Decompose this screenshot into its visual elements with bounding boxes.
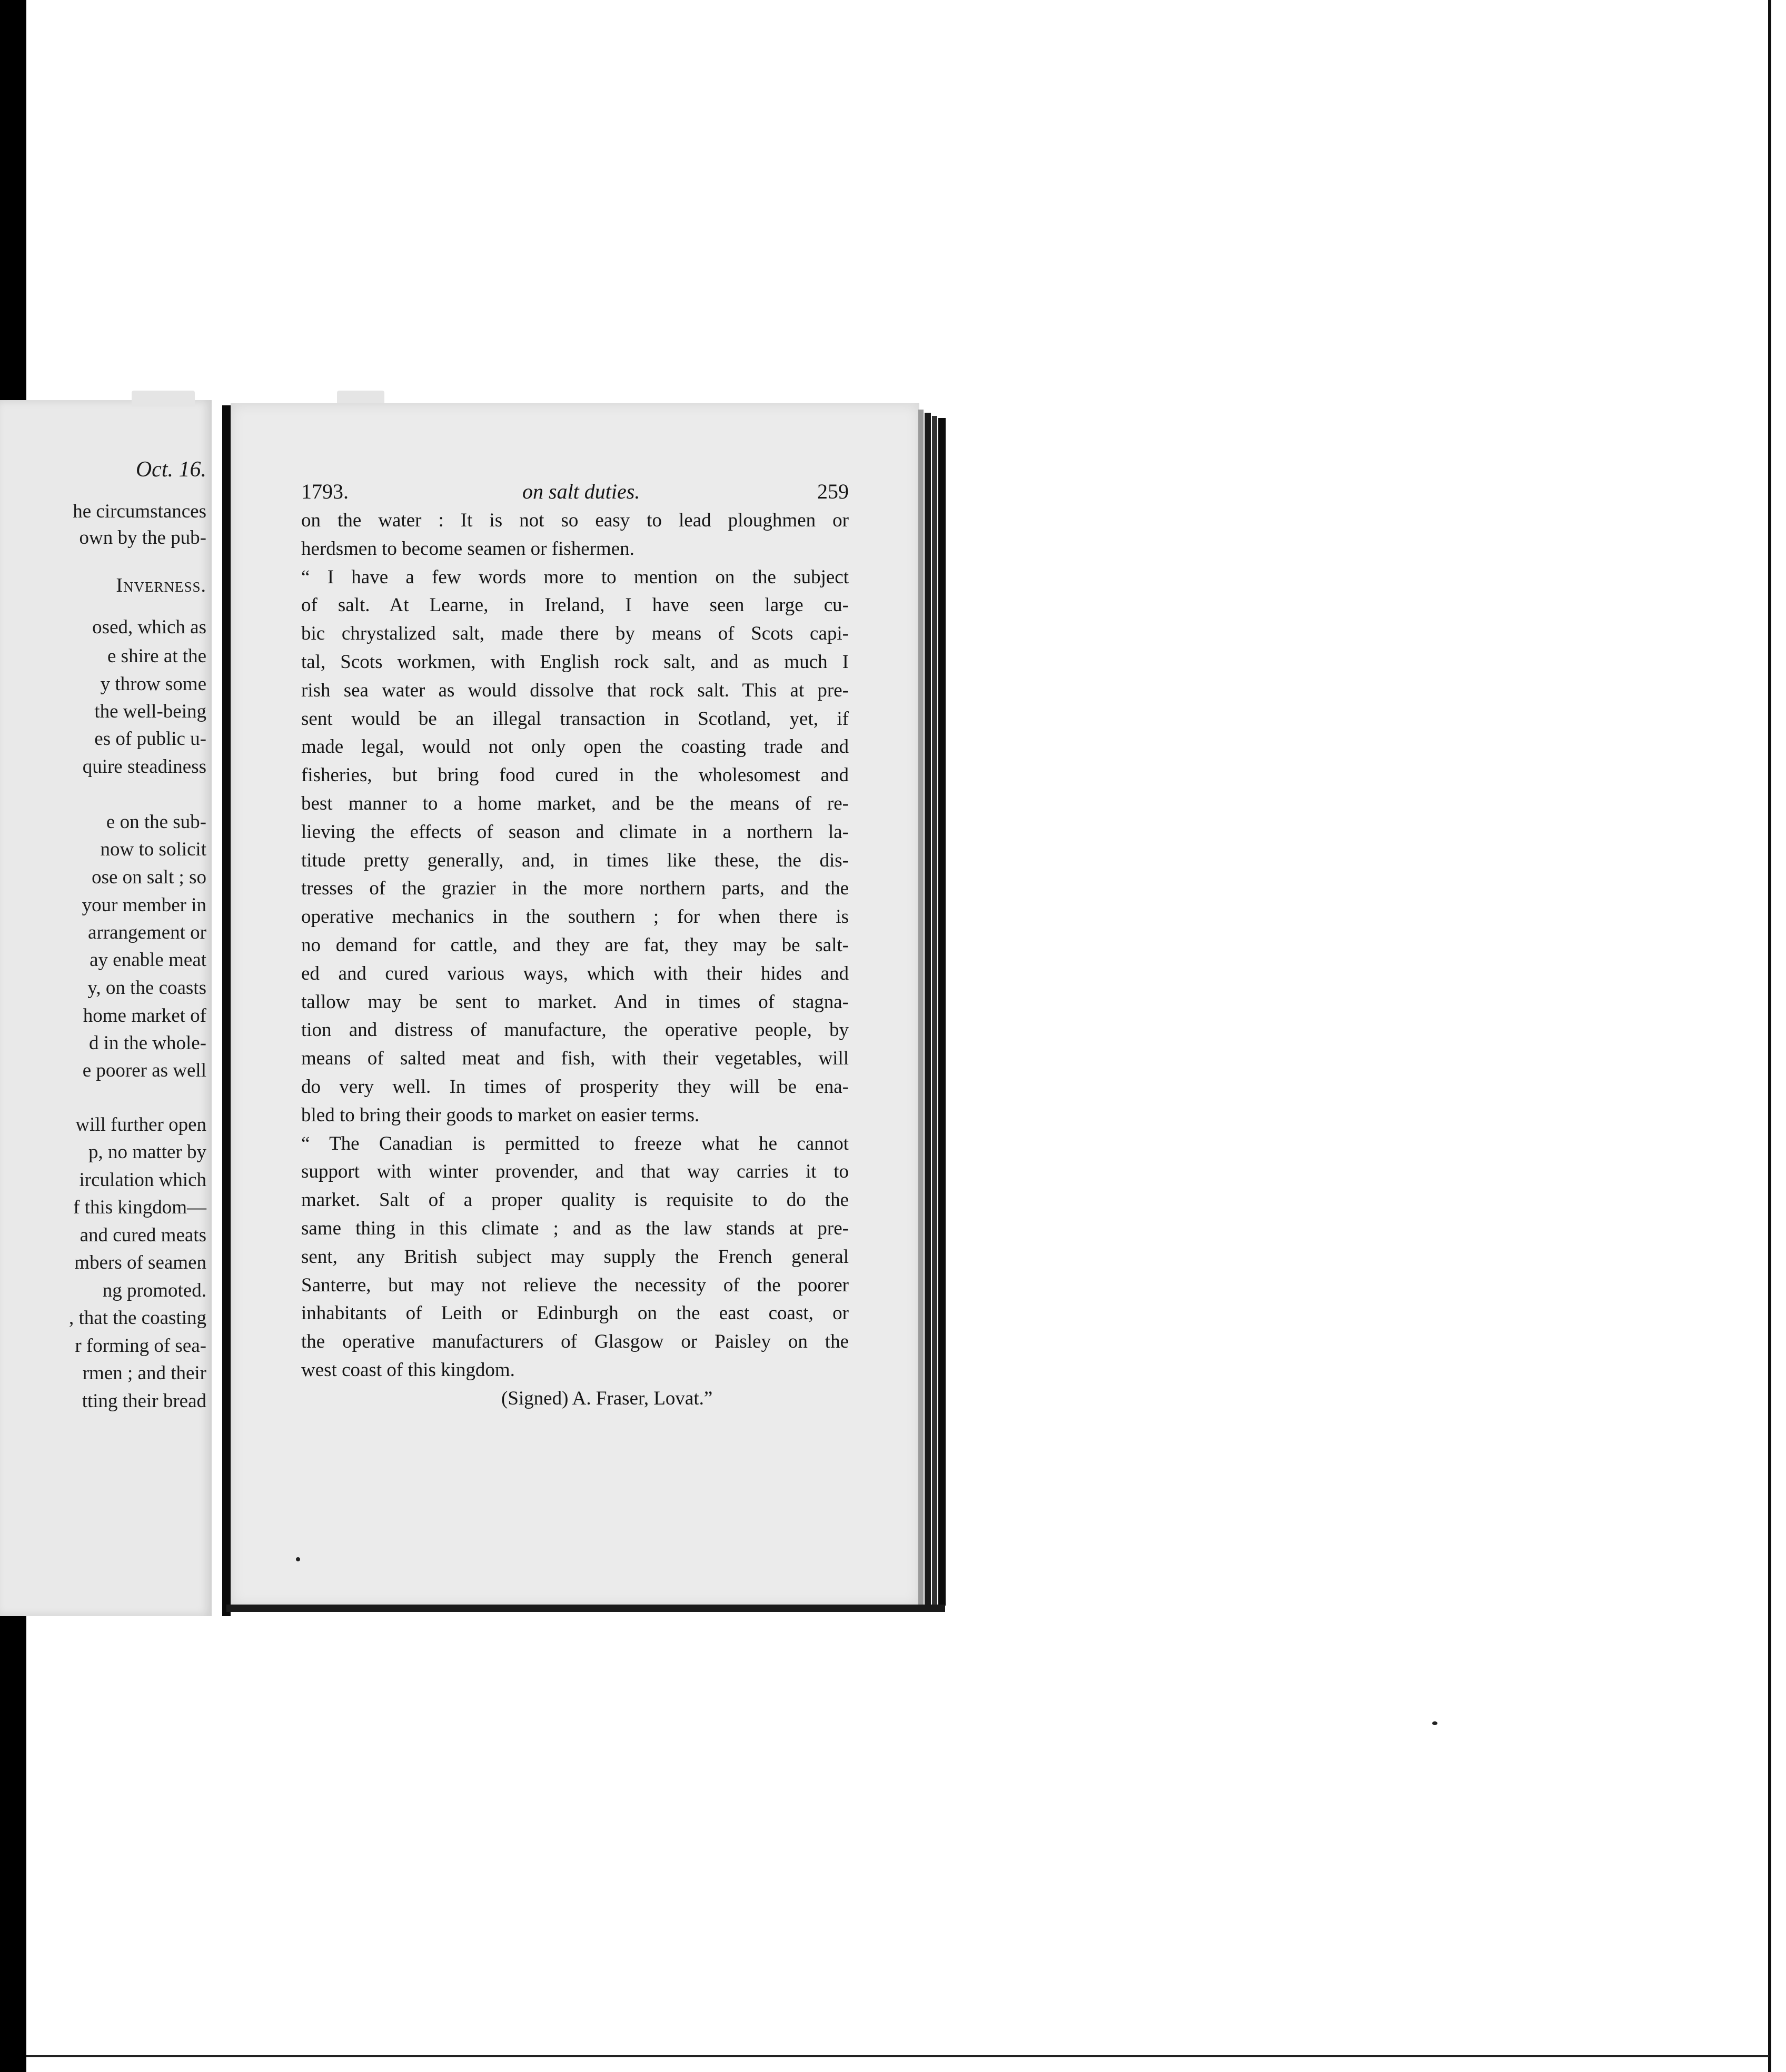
- left-page-line: e shire at the: [107, 645, 206, 667]
- left-page-header: Oct. 16.: [135, 457, 206, 482]
- scan-border-bottom: [26, 2055, 1769, 2057]
- signature: (Signed) A. Fraser, Lovat.”: [501, 1387, 713, 1409]
- left-page-line: the well-being: [94, 701, 206, 722]
- scan-speck: [296, 1557, 300, 1561]
- body-line: operative mechanics in the southern ; for when there is: [301, 906, 849, 928]
- body-line: same thing in this climate ; and as the law stands at pre-: [301, 1217, 849, 1239]
- left-page-line: osed, which as: [92, 616, 206, 638]
- left-page-section-heading: Inverness.: [116, 574, 206, 596]
- running-head-title: on salt duties.: [522, 480, 640, 503]
- left-page-line: ose on salt ; so: [92, 866, 206, 888]
- book-edge: [938, 418, 946, 1606]
- left-page: [0, 400, 212, 1616]
- page-tab: [132, 391, 195, 406]
- left-page-line: , that the coasting: [69, 1307, 206, 1329]
- body-line: tal, Scots workmen, with English rock salt, and as much I: [301, 651, 849, 673]
- book-bottom-edge: [226, 1605, 945, 1612]
- body-line: tion and distress of manufacture, the operative people, by: [301, 1019, 849, 1041]
- left-page-line: own by the pub-: [79, 527, 206, 549]
- page-edge: [918, 410, 924, 1610]
- body-line: titude pretty generally, and, in times like these, the dis-: [301, 849, 849, 871]
- body-line: of salt. At Learne, in Ireland, I have seen large cu-: [301, 594, 849, 616]
- left-page-line: and cured meats: [80, 1224, 206, 1246]
- body-line: means of salted meat and fish, with their vegetables, will: [301, 1048, 849, 1070]
- body-line: “ I have a few words more to mention on the subject: [301, 566, 849, 588]
- body-line: tallow may be sent to market. And in times of stagna-: [301, 991, 849, 1013]
- left-page-line: e poorer as well: [82, 1060, 206, 1081]
- running-head-year: 1793.: [301, 480, 349, 503]
- body-line: Santerre, but may not relieve the necessity of the poorer: [301, 1274, 849, 1296]
- body-line: ed and cured various ways, which with their hides and: [301, 962, 849, 984]
- book-edge: [925, 413, 931, 1608]
- left-page-line: ng promoted.: [102, 1280, 206, 1301]
- scan-speck: [1432, 1721, 1437, 1725]
- left-page-line: arrangement or: [88, 922, 206, 943]
- left-page-line: es of public u-: [94, 728, 206, 750]
- left-page-line: y, on the coasts: [87, 977, 206, 999]
- body-line: sent would be an illegal transaction in Scotland, yet, if: [301, 708, 849, 730]
- running-head: [301, 479, 849, 511]
- body-line: “ The Canadian is permitted to freeze what he cannot: [301, 1132, 849, 1154]
- left-page-line: home market of: [83, 1005, 206, 1027]
- left-page-line: ay enable meat: [90, 949, 206, 971]
- body-line: do very well. In times of prosperity they will be ena-: [301, 1075, 849, 1098]
- left-page-line: e on the sub-: [106, 811, 206, 833]
- body-line: inhabitants of Leith or Edinburgh on the east coast, or: [301, 1302, 849, 1324]
- body-line: on the water : It is not so easy to lead ploughmen or: [301, 510, 849, 531]
- body-line: fisheries, but bring food cured in the wholesomest and: [301, 764, 849, 786]
- left-page-line: he circumstances: [73, 501, 206, 522]
- body-line: the operative manufacturers of Glasgow or Paisley on the: [301, 1331, 849, 1353]
- body-line: sent, any British subject may supply the French general: [301, 1246, 849, 1268]
- left-page-line: f this kingdom—: [73, 1197, 206, 1218]
- left-page-line: r forming of sea-: [75, 1335, 206, 1357]
- body-line: support with winter provender, and that way carries it to: [301, 1161, 849, 1183]
- body-line: best manner to a home market, and be the means of re-: [301, 792, 849, 814]
- body-line: tresses of the grazier in the more northern parts, and the: [301, 878, 849, 900]
- left-page-line: mbers of seamen: [74, 1252, 206, 1273]
- left-page-line: now to solicit: [100, 839, 206, 860]
- body-line: herdsmen to become seamen or fishermen.: [301, 537, 634, 560]
- page-number: 259: [817, 480, 849, 503]
- left-page-line: quire steadiness: [82, 756, 206, 778]
- body-line: lieving the effects of season and climate in a northern la-: [301, 821, 849, 843]
- body-line: market. Salt of a proper quality is requisite to do the: [301, 1189, 849, 1211]
- left-page-line: tting their bread: [82, 1390, 206, 1412]
- left-page-line: rmen ; and their: [82, 1362, 206, 1384]
- gutter-bar: [222, 405, 231, 1616]
- scan-border-right: [1768, 0, 1771, 2072]
- body-line: west coast of this kingdom.: [301, 1359, 515, 1381]
- left-page-line: irculation which: [79, 1169, 206, 1191]
- body-line: made legal, would not only open the coasting trade and: [301, 736, 849, 758]
- left-page-line: y throw some: [100, 673, 206, 695]
- body-line: bled to bring their goods to market on easier terms.: [301, 1104, 700, 1126]
- body-line: bic chrystalized salt, made there by means of Scots capi-: [301, 623, 849, 645]
- left-page-line: d in the whole-: [89, 1032, 206, 1054]
- left-page-line: your member in: [82, 894, 206, 916]
- body-line: rish sea water as would dissolve that rock salt. This at pre-: [301, 679, 849, 701]
- body-lines: [301, 506, 849, 1384]
- body-line: no demand for cattle, and they are fat, they may be salt-: [301, 934, 849, 956]
- left-page-line: will further open: [75, 1114, 206, 1135]
- book-edge: [932, 416, 937, 1607]
- left-page-line: p, no matter by: [88, 1141, 206, 1163]
- body-text: [301, 506, 849, 1413]
